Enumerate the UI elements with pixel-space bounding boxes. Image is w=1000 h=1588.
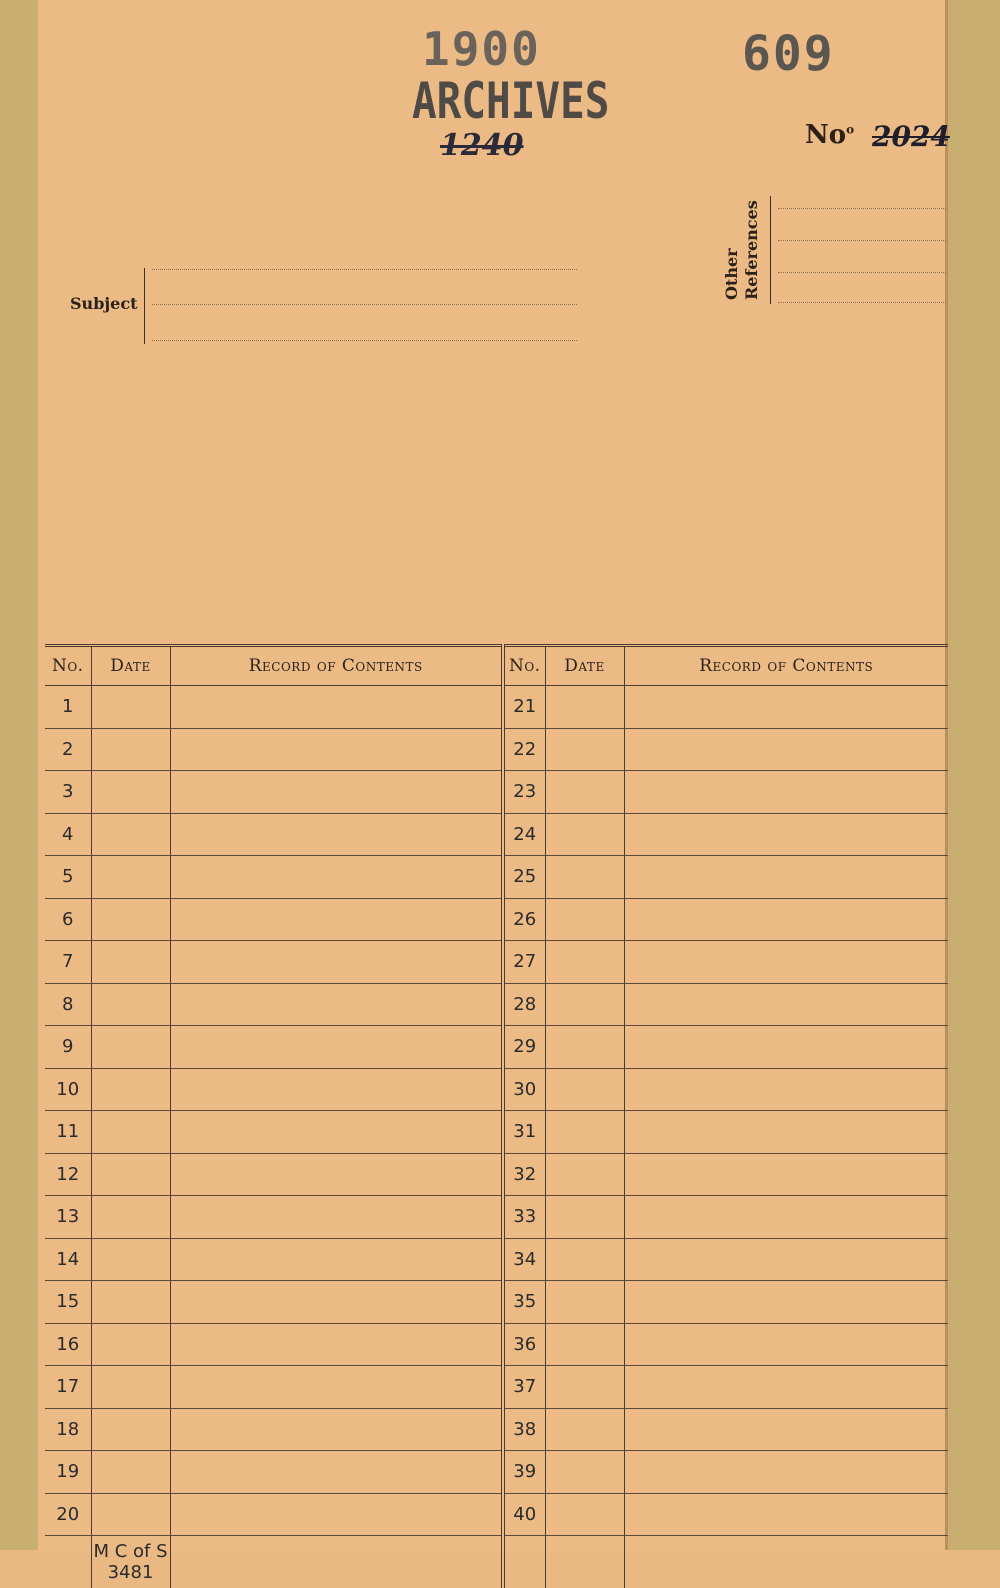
date-cell-left[interactable] xyxy=(91,1196,170,1239)
references-brace xyxy=(770,196,777,304)
date-cell-right[interactable] xyxy=(545,1196,624,1239)
header-date-right: Date xyxy=(545,646,624,686)
date-cell-left[interactable] xyxy=(91,1323,170,1366)
date-cell-left[interactable] xyxy=(91,1111,170,1154)
record-cell-left[interactable] xyxy=(170,1408,503,1451)
record-cell-right[interactable] xyxy=(624,1366,948,1409)
subject-line-2[interactable] xyxy=(152,304,577,305)
row-number-right: 37 xyxy=(503,1366,545,1409)
record-cell-left[interactable] xyxy=(170,1068,503,1111)
date-cell-right[interactable] xyxy=(545,1408,624,1451)
row-number-right: 28 xyxy=(503,983,545,1026)
date-cell-right[interactable] xyxy=(545,1111,624,1154)
table-row xyxy=(45,1366,948,1409)
footer-empty-5 xyxy=(624,1536,948,1588)
table-row xyxy=(45,898,948,941)
row-number-left: 10 xyxy=(45,1068,91,1111)
record-cell-left[interactable] xyxy=(170,1281,503,1324)
date-cell-right[interactable] xyxy=(545,941,624,984)
date-cell-right[interactable] xyxy=(545,1238,624,1281)
date-cell-right[interactable] xyxy=(545,1323,624,1366)
record-cell-right[interactable] xyxy=(624,1281,948,1324)
table-footer-row xyxy=(45,1536,948,1588)
form-code: M C of S 3481 xyxy=(91,1536,170,1588)
date-cell-left[interactable] xyxy=(91,813,170,856)
date-cell-left[interactable] xyxy=(91,1026,170,1069)
table-row xyxy=(45,1111,948,1154)
date-cell-right[interactable] xyxy=(545,1493,624,1536)
right-binding-strip xyxy=(948,0,1000,1550)
record-cell-right[interactable] xyxy=(624,1408,948,1451)
table-row xyxy=(45,1068,948,1111)
record-cell-right[interactable] xyxy=(624,728,948,771)
row-number-left: 6 xyxy=(45,898,91,941)
row-number-left: 5 xyxy=(45,856,91,899)
row-number-left: 14 xyxy=(45,1238,91,1281)
table-row xyxy=(45,1451,948,1494)
row-number-left: 20 xyxy=(45,1493,91,1536)
record-cell-right[interactable] xyxy=(624,1196,948,1239)
table-row xyxy=(45,686,948,729)
subject-line-1[interactable] xyxy=(152,269,577,270)
row-number-right: 24 xyxy=(503,813,545,856)
record-cell-right[interactable] xyxy=(624,771,948,814)
header-no-left: No. xyxy=(45,646,91,686)
row-number-right: 30 xyxy=(503,1068,545,1111)
table-row xyxy=(45,941,948,984)
footer-empty-2 xyxy=(170,1536,503,1588)
row-number-left: 4 xyxy=(45,813,91,856)
header-record-right: Record of Contents xyxy=(624,646,948,686)
record-cell-right[interactable] xyxy=(624,983,948,1026)
record-cell-left[interactable] xyxy=(170,813,503,856)
header-record-left: Record of Contents xyxy=(170,646,503,686)
row-number-right: 33 xyxy=(503,1196,545,1239)
date-cell-left[interactable] xyxy=(91,1068,170,1111)
date-cell-left[interactable] xyxy=(91,1493,170,1536)
record-cell-left[interactable] xyxy=(170,1323,503,1366)
footer-empty-4 xyxy=(545,1536,624,1588)
row-number-left: 3 xyxy=(45,771,91,814)
row-number-left: 18 xyxy=(45,1408,91,1451)
record-cell-right[interactable] xyxy=(624,898,948,941)
table-row xyxy=(45,1026,948,1069)
table-row xyxy=(45,771,948,814)
date-cell-left[interactable] xyxy=(91,1238,170,1281)
date-cell-left[interactable] xyxy=(91,1281,170,1324)
row-number-right: 23 xyxy=(503,771,545,814)
date-cell-left[interactable] xyxy=(91,1408,170,1451)
row-number-right: 34 xyxy=(503,1238,545,1281)
record-cell-left[interactable] xyxy=(170,983,503,1026)
record-cell-left[interactable] xyxy=(170,856,503,899)
footer-empty-1 xyxy=(45,1536,91,1588)
row-number-left: 16 xyxy=(45,1323,91,1366)
record-cell-right[interactable] xyxy=(624,1026,948,1069)
record-cell-left[interactable] xyxy=(170,1451,503,1494)
record-cell-right[interactable] xyxy=(624,1451,948,1494)
row-number-right: 31 xyxy=(503,1111,545,1154)
table-row xyxy=(45,1238,948,1281)
date-cell-left[interactable] xyxy=(91,983,170,1026)
handwritten-crossed-number: 1240 xyxy=(440,128,524,163)
left-binding-strip xyxy=(0,0,38,1550)
date-cell-left[interactable] xyxy=(91,1366,170,1409)
date-cell-right[interactable] xyxy=(545,686,624,729)
table-row xyxy=(45,728,948,771)
record-cell-right[interactable] xyxy=(624,1493,948,1536)
date-cell-right[interactable] xyxy=(545,1281,624,1324)
record-cell-left[interactable] xyxy=(170,898,503,941)
row-number-right: 22 xyxy=(503,728,545,771)
reference-line-3[interactable] xyxy=(778,272,946,273)
row-number-left: 12 xyxy=(45,1153,91,1196)
record-cell-right[interactable] xyxy=(624,1238,948,1281)
stamp-archives: ARCHIVES xyxy=(412,72,609,130)
date-cell-right[interactable] xyxy=(545,898,624,941)
reference-line-4[interactable] xyxy=(778,302,946,303)
table-row xyxy=(45,856,948,899)
row-number-left: 2 xyxy=(45,728,91,771)
record-cell-right[interactable] xyxy=(624,813,948,856)
row-number-left: 8 xyxy=(45,983,91,1026)
record-cell-left[interactable] xyxy=(170,941,503,984)
record-cell-left[interactable] xyxy=(170,686,503,729)
stamp-file-number: 609 xyxy=(742,26,835,82)
record-cell-right[interactable] xyxy=(624,1111,948,1154)
row-number-right: 38 xyxy=(503,1408,545,1451)
record-cell-left[interactable] xyxy=(170,1366,503,1409)
table-row xyxy=(45,1323,948,1366)
date-cell-left[interactable] xyxy=(91,1451,170,1494)
row-number-left: 13 xyxy=(45,1196,91,1239)
table-header-row xyxy=(45,646,948,686)
contents-ledger-table xyxy=(45,644,948,1588)
date-cell-left[interactable] xyxy=(91,728,170,771)
date-cell-right[interactable] xyxy=(545,813,624,856)
date-cell-left[interactable] xyxy=(91,1153,170,1196)
subject-line-3[interactable] xyxy=(152,340,577,341)
record-cell-right[interactable] xyxy=(624,686,948,729)
table-row xyxy=(45,813,948,856)
date-cell-right[interactable] xyxy=(545,728,624,771)
date-cell-right[interactable] xyxy=(545,1366,624,1409)
record-cell-right[interactable] xyxy=(624,1068,948,1111)
reference-line-1[interactable] xyxy=(778,208,946,209)
date-cell-right[interactable] xyxy=(545,1451,624,1494)
number-label: No$^o$ xyxy=(805,120,854,150)
record-cell-right[interactable] xyxy=(624,856,948,899)
row-number-right: 40 xyxy=(503,1493,545,1536)
header-date-left: Date xyxy=(91,646,170,686)
date-cell-left[interactable] xyxy=(91,686,170,729)
date-cell-right[interactable] xyxy=(545,1153,624,1196)
record-cell-left[interactable] xyxy=(170,1238,503,1281)
reference-line-2[interactable] xyxy=(778,240,946,241)
row-number-right: 29 xyxy=(503,1026,545,1069)
record-cell-right[interactable] xyxy=(624,941,948,984)
record-cell-left[interactable] xyxy=(170,1196,503,1239)
row-number-left: 15 xyxy=(45,1281,91,1324)
other-references-line1: Other xyxy=(722,190,742,300)
date-cell-right[interactable] xyxy=(545,771,624,814)
record-cell-left[interactable] xyxy=(170,1153,503,1196)
row-number-left: 19 xyxy=(45,1451,91,1494)
subject-label: Subject xyxy=(70,294,137,313)
record-cell-right[interactable] xyxy=(624,1153,948,1196)
record-cell-right[interactable] xyxy=(624,1323,948,1366)
record-cell-left[interactable] xyxy=(170,728,503,771)
record-cell-left[interactable] xyxy=(170,1026,503,1069)
subject-brace xyxy=(144,268,151,344)
row-number-right: 39 xyxy=(503,1451,545,1494)
table-row xyxy=(45,1281,948,1324)
contents-table-wrap xyxy=(45,644,948,1550)
row-number-right: 35 xyxy=(503,1281,545,1324)
footer-empty-3 xyxy=(503,1536,545,1588)
row-number-left: 17 xyxy=(45,1366,91,1409)
record-cell-left[interactable] xyxy=(170,1111,503,1154)
date-cell-left[interactable] xyxy=(91,898,170,941)
row-number-right: 36 xyxy=(503,1323,545,1366)
stamp-year: 1900 xyxy=(422,22,541,76)
row-number-left: 9 xyxy=(45,1026,91,1069)
table-row xyxy=(45,1196,948,1239)
table-row xyxy=(45,1408,948,1451)
record-cell-left[interactable] xyxy=(170,771,503,814)
row-number-right: 21 xyxy=(503,686,545,729)
row-number-right: 25 xyxy=(503,856,545,899)
row-number-left: 7 xyxy=(45,941,91,984)
row-number-right: 26 xyxy=(503,898,545,941)
table-row xyxy=(45,1153,948,1196)
table-row xyxy=(45,983,948,1026)
row-number-left: 11 xyxy=(45,1111,91,1154)
table-row xyxy=(45,1493,948,1536)
row-number-right: 32 xyxy=(503,1153,545,1196)
row-number-left: 1 xyxy=(45,686,91,729)
date-cell-right[interactable] xyxy=(545,856,624,899)
date-cell-left[interactable] xyxy=(91,856,170,899)
date-cell-right[interactable] xyxy=(545,1026,624,1069)
other-references-label xyxy=(722,190,762,300)
header-no-right: No. xyxy=(503,646,545,686)
row-number-right: 27 xyxy=(503,941,545,984)
date-cell-left[interactable] xyxy=(91,771,170,814)
date-cell-right[interactable] xyxy=(545,983,624,1026)
other-references-line2: References xyxy=(742,190,762,300)
record-cell-left[interactable] xyxy=(170,1493,503,1536)
number-value-crossed: 2024 xyxy=(872,120,950,153)
date-cell-left[interactable] xyxy=(91,941,170,984)
date-cell-right[interactable] xyxy=(545,1068,624,1111)
